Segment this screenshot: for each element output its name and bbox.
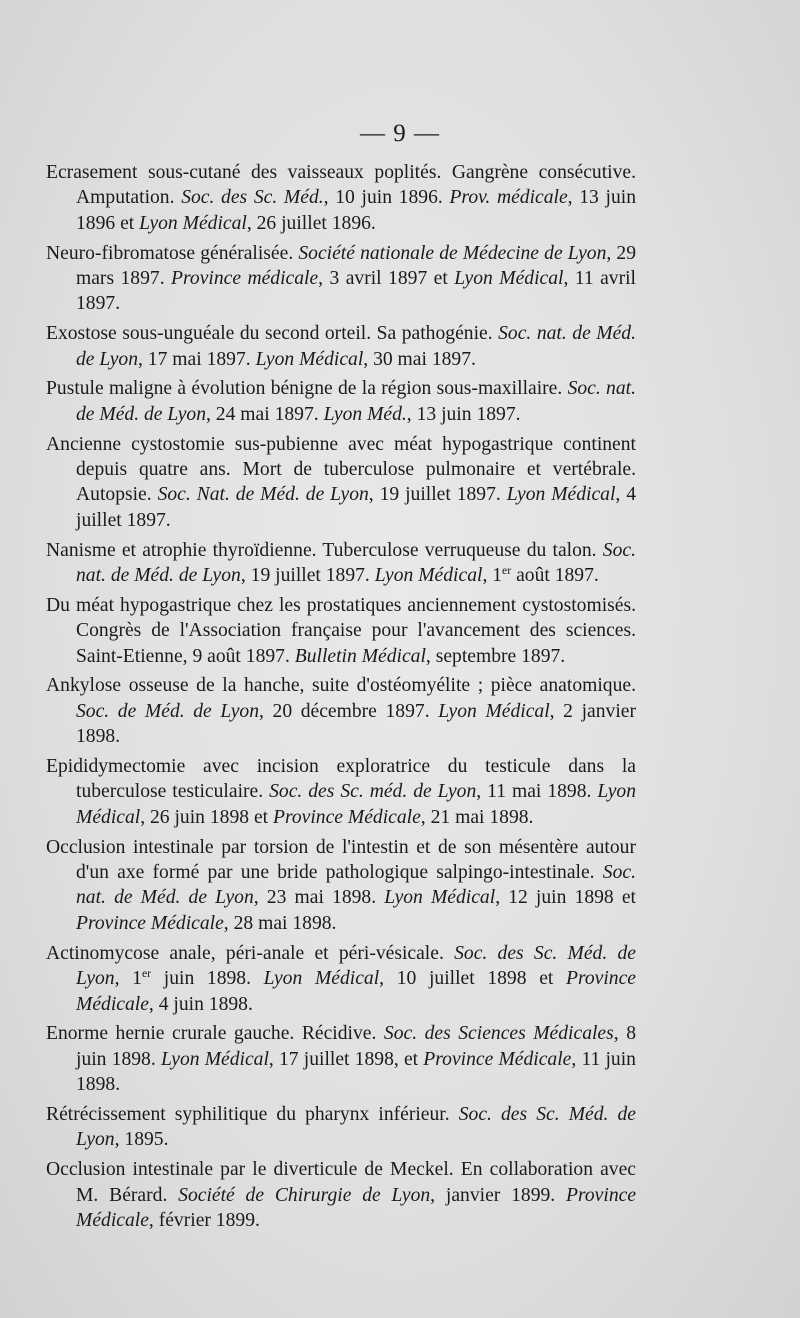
journal-reference: Lyon Médical (139, 212, 247, 234)
journal-reference: Lyon Médical (263, 968, 380, 990)
reference-date: , 30 mai 1897. (363, 348, 476, 370)
bibliography-entry (46, 160, 636, 236)
reference-date: , 13 juin 1897. (406, 403, 521, 425)
reference-date: août 1897. (511, 565, 599, 587)
journal-reference: Soc. des Sc. Méd. (181, 187, 324, 209)
journal-reference: Lyon Méd. (323, 403, 407, 425)
bibliography-entry (46, 941, 636, 1017)
journal-reference: Soc. Nat. de Méd. de Lyon (157, 484, 369, 506)
reference-date: , 4 juillet 1897. (76, 484, 637, 531)
journal-reference: Lyon Médical (454, 268, 564, 290)
reference-date: , 11 avril 1897. (76, 268, 636, 315)
journal-reference: Lyon Médical (438, 700, 550, 722)
entry-title: Occlusion intestinale par torsion de l'intestin et de son mésentère autour d'un axe formé par une bride pathologique salpingo-intestinale. (46, 836, 636, 884)
journal-reference: Province Médicale (76, 1184, 637, 1231)
reference-date: , 13 juin 1896 et (76, 187, 637, 234)
journal-reference: Soc. nat. de Méd. de Lyon (76, 323, 636, 370)
journal-reference: Lyon Médical (384, 887, 496, 909)
reference-date: , 17 juillet 1898, et (268, 1048, 424, 1070)
reference-date: er (502, 564, 512, 577)
reference-date: , 11 mai 1898. (476, 781, 598, 803)
journal-reference: Province Médicale (76, 912, 224, 934)
reference-date: , 26 juin 1898 et (140, 806, 273, 828)
entry-title: Nanisme et atrophie thyroïdienne. Tuberculose verruqueuse du talon. (46, 539, 603, 561)
journal-reference: Lyon Médical (255, 348, 364, 370)
reference-date: er (141, 967, 152, 981)
journal-reference: Soc. des Sc. Méd. de Lyon (76, 942, 636, 990)
entry-title: Rétrécissement syphilitique du pharynx inférieur. (46, 1103, 459, 1125)
entry-title: Du méat hypogastrique chez les prostatiques anciennement cystostomisés. Congrès de l'Association française pour l'avancement des sciences. Saint-Etienne, 9 août 1897. (46, 594, 636, 667)
journal-reference: Province Médicale (423, 1048, 572, 1070)
bibliography-entry (46, 538, 636, 589)
reference-date: , 19 juillet 1897. (240, 565, 375, 587)
reference-date: , 1 (482, 565, 503, 587)
journal-reference: Société de Chirurgie de Lyon (178, 1184, 431, 1206)
bibliography-entry (46, 673, 636, 749)
reference-date: , septembre 1897. (425, 645, 566, 667)
reference-date: , 19 juillet 1897. (368, 484, 507, 506)
journal-reference: Soc. des Sc. Méd. de Lyon (76, 1103, 636, 1151)
reference-date: , 20 décembre 1897. (259, 700, 439, 722)
reference-date: , 17 mai 1897. (138, 348, 256, 370)
reference-date: , février 1899. (148, 1209, 260, 1231)
reference-date: , 11 juin 1898. (76, 1048, 636, 1096)
bibliography-entry (46, 241, 636, 317)
entry-title: Ancienne cystostomie sus-pubienne avec méat hypogastrique continent depuis quatre ans. Mort de tuberculose pulmonaire et vertébrale. Autopsie. (46, 433, 636, 506)
journal-reference: Lyon Médical (506, 484, 616, 506)
reference-date: , janvier 1899. (430, 1184, 567, 1206)
bibliography-entry (46, 1157, 636, 1233)
journal-reference: Lyon Médical (160, 1048, 269, 1070)
reference-date: , 29 mars 1897. (76, 242, 637, 290)
bibliography-entry (46, 432, 636, 534)
reference-date: , 21 mai 1898. (420, 806, 534, 828)
reference-date: , 4 juin 1898. (148, 993, 253, 1015)
entry-title: Ecrasement sous-cutané des vaisseaux poplités. Gangrène consécutive. Amputation. (46, 162, 636, 209)
journal-reference: Soc. de Méd. de Lyon (76, 700, 259, 722)
entry-title: Enorme hernie crurale gauche. Récidive. (46, 1023, 384, 1045)
entry-title: Exostose sous-unguéale du second orteil. Sa pathogénie. (46, 323, 499, 345)
bibliography-entry (46, 835, 636, 937)
bibliography-entry (46, 1021, 636, 1097)
reference-date: , 1895. (114, 1129, 169, 1151)
journal-reference: Lyon Médical (76, 781, 636, 828)
reference-date: , 10 juin 1896. (323, 187, 450, 209)
journal-reference: Prov. médicale (449, 187, 568, 209)
reference-date: , 2 janvier 1898. (76, 700, 636, 748)
bibliography-entry (46, 754, 636, 830)
bibliography-entry (46, 1102, 636, 1153)
bibliography-list (46, 160, 636, 1238)
entry-title: Neuro-fibromatose généralisée. (46, 242, 299, 264)
bibliography-entry (46, 321, 636, 372)
journal-reference: Soc. nat. de Méd. de Lyon (76, 862, 636, 909)
entry-title: Occlusion intestinale par le diverticule de Meckel. En collaboration avec M. Bérard. (46, 1159, 636, 1206)
reference-date: , 24 mai 1897. (206, 403, 324, 425)
journal-reference: Province Médicale (273, 806, 421, 828)
journal-reference: Soc. des Sciences Médicales (383, 1023, 614, 1045)
journal-reference: Société nationale de Médecine de Lyon (298, 242, 607, 264)
reference-date: , 3 avril 1897 et (318, 268, 455, 290)
reference-date: , 1 (114, 968, 142, 990)
entry-title: Pustule maligne à évolution bénigne de la région sous-maxillaire. (46, 378, 568, 400)
bibliography-entry (46, 593, 636, 669)
journal-reference: Soc. nat. de Méd. de Lyon (76, 539, 636, 587)
bibliography-entry (46, 376, 636, 427)
page-number: — 9 — (360, 120, 440, 147)
journal-reference: Lyon Médical (374, 565, 483, 587)
entry-title: Actinomycose anale, péri-anale et péri-vésicale. (46, 942, 455, 964)
journal-reference: Soc. nat. de Méd. de Lyon (76, 378, 636, 425)
reference-date: , 23 mai 1898. (253, 887, 385, 909)
reference-date: , 26 juillet 1896. (246, 212, 376, 234)
reference-date: , 8 juin 1898. (76, 1023, 636, 1070)
reference-date: , 10 juillet 1898 et (379, 968, 566, 990)
journal-reference: Bulletin Médical (294, 645, 426, 667)
journal-reference: Province Médicale (76, 968, 636, 1015)
reference-date: juin 1898. (151, 968, 264, 990)
journal-reference: Province médicale (171, 268, 319, 290)
reference-date: , 12 juin 1898 et (495, 887, 637, 909)
entry-title: Epididymectomie avec incision exploratrice du testicule dans la tuberculose testiculaire. (46, 756, 636, 803)
entry-title: Ankylose osseuse de la hanche, suite d'ostéomyélite ; pièce anatomique. (46, 675, 636, 697)
reference-date: , 28 mai 1898. (223, 912, 337, 934)
journal-reference: Soc. des Sc. méd. de Lyon (269, 781, 477, 803)
